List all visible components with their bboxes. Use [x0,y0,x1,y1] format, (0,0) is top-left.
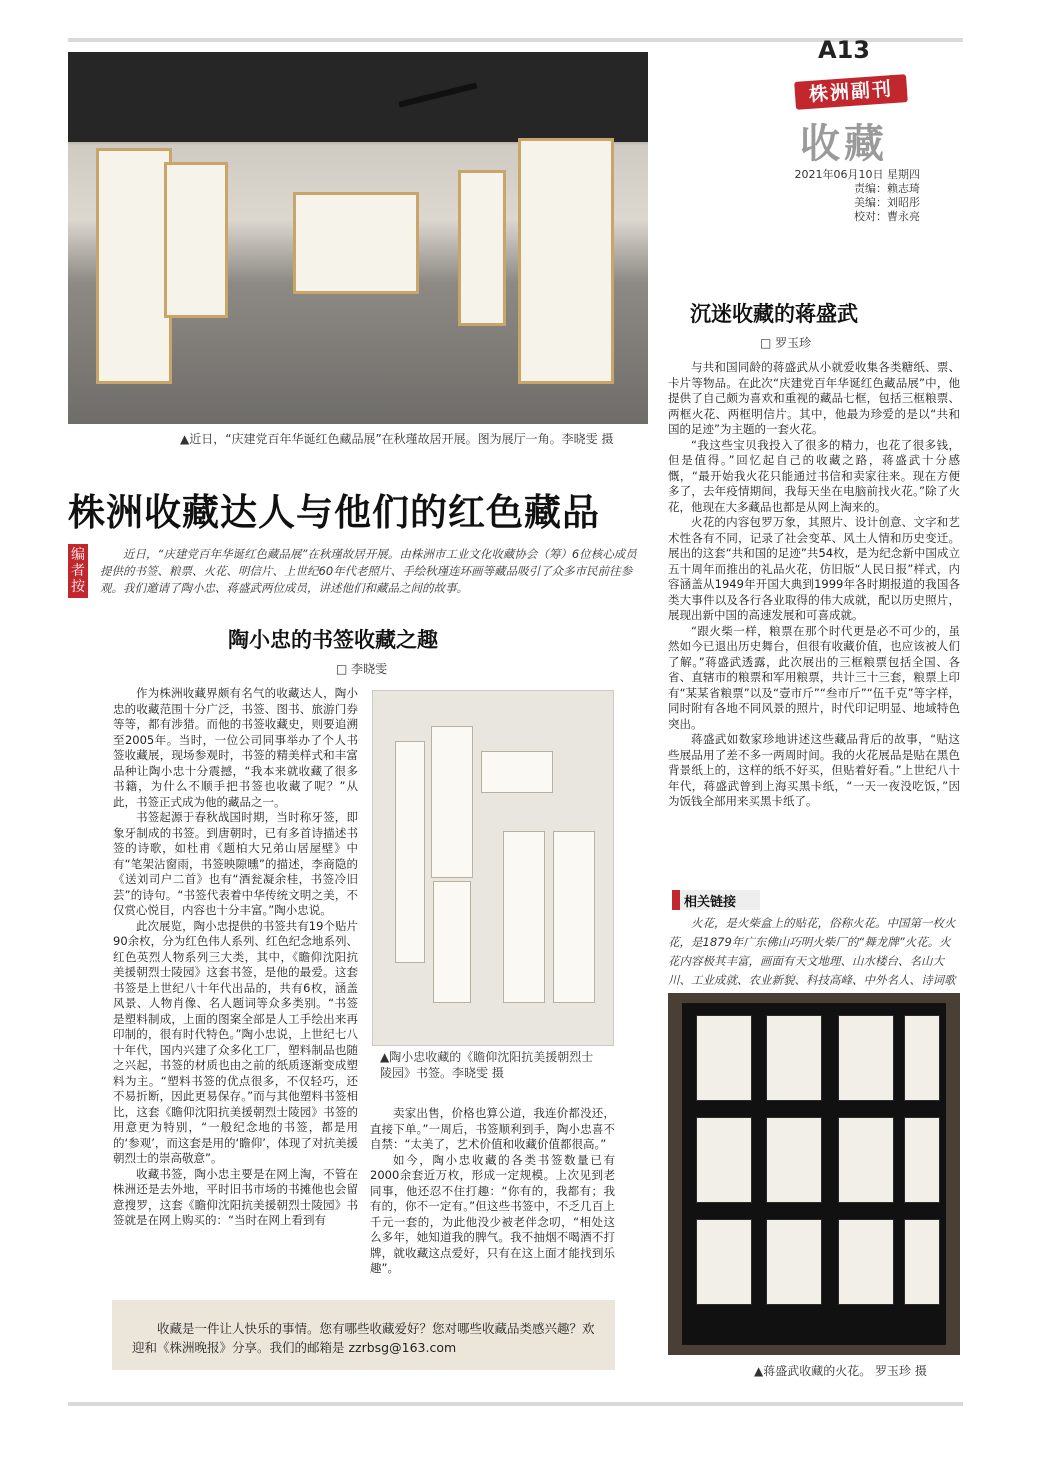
editor-note-tag: 编者按 [68,544,88,598]
paragraph: 此次展览，陶小忠提供的书签共有19个贴片90余枚，分为红色伟人系列、红色纪念地系列、红色英烈人物系列三大类，其中，《瞻仰沈阳抗美援朝烈士陵园》这套书签，是他的最爱。这套书签是上世纪八十年代出品的，共有6枚，涵盖风景、人物肖像、名人题词等众多类别。“书签是塑料制成，上面的图案全部是人工手绘出来再印制的，很有时代特色。”陶小忠说，上世纪七八十年代，国内兴建了众多化工厂，塑料制品也随之兴起，书签的材质也由之前的纸质逐渐变成塑料为主。“塑料书签的优点很多，不仅轻巧，还不易折断，因此更易保存。”而与其他塑料书签相比，这套《瞻仰沈阳抗美援朝烈士陵园》书签的用意更为特别，“一般纪念地的书签，都是用的‘参观’，而这套是用的‘瞻仰’，体现了对抗美援朝烈士的崇高敬意”。 [113,918,358,1165]
article1-title: 陶小忠的书签收藏之趣 [228,628,438,652]
display-frame [164,162,228,318]
paragraph: 卖家出售，价格也算公道，我连价都没还，直接下单。”一周后，书签顺利到手，陶小忠喜不自禁：“太美了，艺术价值和收藏价值都很高。” [370,1106,615,1151]
paragraph: 火花的内容包罗万象，其照片、设计创意、文字和艺术性各有不同，记录了社会变革、风土人情和历史变迁。展出的这套“共和国的足迹”共54枚，是为纪念新中国成立五十周年而推出的礼品火花，仿旧版“人民日报”样式，内容涵盖从1949年开国大典到1999年各时期报道的我国各类大事件以及各行各业取得的伟大成就，配以历史照片，展现出新中国的高速发展和可喜成就。 [668,515,960,622]
paragraph: “我这些宝贝我投入了很多的精力，也花了很多钱，但是值得。”回忆起自己的收藏之路，蒋盛武十分感慨，“最开始我火花只能通过书信和卖家往来。现在方便多了，去年疫情期间，我每天坐在电脑前找火花。”除了火花，他现在大多藏品也都是从网上淘来的。 [668,437,960,514]
matchbox-label [766,1219,822,1305]
bookmark [395,741,425,963]
article1-column1 [113,686,358,1229]
matchbox-label [696,1117,752,1203]
related-link-tag [672,890,760,910]
display-frame [458,170,506,326]
article1-byline: □ 李晓雯 [336,662,388,676]
editor-note: 近日，“庆建党百年华诞红色藏品展”在秋瑾故居开展。由株洲市工业文化收藏协会（筹）6位核心成员提供的书签、粮票、火花、明信片、上世纪60年代老照片、手绘秋瑾连环画等藏品吸引了众多市民前往参观。我们邀请了陶小忠、蒋盛武两位成员，讲述他们和藏品之间的故事。 [100,547,637,595]
tag-marker [672,890,680,910]
notice-text: 收藏是一件让人快乐的事情。您有哪些收藏爱好？您对哪些收藏品类感兴趣？欢迎和《株洲晚报》分享。我们的邮箱是 zzrbsg@163.com [132,1321,595,1355]
display-frame [96,148,172,384]
masthead-logo [794,74,908,110]
gallery-caption: ▲近日，“庆建党百年华诞红色藏品展”在秋瑾故居开展。图为展厅一角。李晓雯 摄 [180,432,614,446]
bookmark [553,831,595,1003]
reader-notice [112,1300,615,1370]
matchbox-label [838,1219,894,1305]
matchbox-label [766,1117,822,1203]
masthead-text: 株洲副刊 [808,78,894,106]
bookmark-caption-line1: ▲陶小忠收藏的《瞻仰沈阳抗美援朝烈士 [380,1050,594,1064]
bookmark [503,831,545,1003]
matchbox-label [904,1015,940,1101]
paragraph: 作为株洲收藏界颇有名气的收藏达人，陶小忠的收藏范围十分广泛，书签、图书、旅游门券等等，都有涉猎。而他的书签收藏史，则要追溯至2005年。当时，一位公司同事举办了个人书签收藏展，现场参观时，书签的精美样式和丰富品种让陶小忠十分震撼，“我本来就收藏了很多书籍，为什么不顺手把书签也收藏了呢？”从此，书签正式成为他的藏品之一。 [113,686,358,809]
article2-title: 沉迷收藏的蒋盛武 [690,302,858,326]
designer-credit: 美编：刘昭彤 [854,196,920,209]
paragraph: “跟火柴一样，粮票在那个时代更是必不可少的，虽然如今已退出历史舞台，但很有收藏价值，也应该被人们了解。”蒋盛武透露，此次展出的三框粮票包括全国、各省、直辖市的粮票和军用粮票，共计三十三套，粮票上印有“某某省粮票”以及“壹市斤”“叁市斤”“伍千克”等字样，同时附有各地不同风景的照片，时代印记明显、地域特色突出。 [668,623,960,731]
bookmark-photo [372,690,614,1046]
matchbox-label [904,1219,940,1305]
ceiling [68,52,648,142]
matchbox-label [838,1117,894,1203]
paragraph: 如今，陶小忠收藏的各类书签数量已有2000余套近万枚，形成一定规模。上次见到老同事，他还忍不住打趣：“你有的，我都有；我有的，你不一定有。”但这些书签中，不乏几百上千元一套的，为此他没少被老伴念叨，“相处这么多年，她知道我的脾气。我不抽烟不喝酒不打牌，就收藏这点爱好，只有在这上面才能找到乐趣”。 [370,1152,615,1275]
matchbox-label [766,1015,822,1101]
article1-column2 [370,1106,615,1277]
paragraph: 收藏书签，陶小忠主要是在网上淘，不管在株洲还是去外地，平时旧书市场的书摊他也会留意搜罗，这套《瞻仰沈阳抗美援朝烈士陵园》书签就是在网上购买的：“当时在网上看到有 [113,1166,358,1227]
bookmark [481,751,553,793]
huoha-photo [668,993,960,1355]
huoha-caption: ▲蒋盛武收藏的火花。 罗玉珍 摄 [754,1364,927,1378]
related-link-text: 火花，是火柴盒上的贴花，俗称火花。中国第一枚火花，是1879年广东佛山巧明火柴厂的“舞龙牌”火花。火花内容极其丰富，画面有天文地理、山水楼台、名山大川、工业成就、农业新貌、科技高峰、中外名人、诗词歌 [668,916,956,987]
issue-date: 2021年06月10日 星期四 [794,168,920,181]
gallery-photo [68,52,648,424]
bottom-rule [68,1402,963,1406]
issue-meta [790,168,920,224]
section-title: 收藏 [800,120,888,167]
matchbox-label [838,1015,894,1101]
matchbox-label [696,1219,752,1305]
paragraph: 与共和国同龄的蒋盛武从小就爱收集各类糖纸、票、卡片等物品。在此次“庆建党百年华诞红色藏品展”中，他提供了自己颇为喜欢和重视的藏品七框，包括三框粮票、两框火花、两框明信片。其中，他最为珍爱的是以“共和国的足迹”为主题的一套火花。 [668,360,960,436]
editor-credit: 责编：赖志琦 [854,182,920,195]
bookmark [431,726,473,878]
paragraph: 蒋盛武如数家珍地讲述这些藏品背后的故事，“贴这些展品用了差不多一两周时间。我的火花展品是贴在黑色背景纸上的，这样的纸不好买，但贴着好看。”上世纪八十年代，蒋盛武曾到上海买黑卡纸，“一天一夜没吃饭，”因为饭钱全部用来买黑卡纸了。 [668,732,960,808]
paragraph: 书签起源于春秋战国时期，当时称牙签，即象牙制成的书签。到唐朝时，已有多首诗描述书签的诗歌，如杜甫《题柏大兄弟山居屋壁》中有“笔架沾窗雨，书签映隙曛”的描述，李商隐的《送刘司户二首》也有“酒瓮凝余桂，书签冷旧芸”的诗句。“书签代表着中华传统文明之美，不仅赏心悦目，内容也十分丰富。”陶小忠说。 [113,810,358,917]
proofreader-credit: 校对：曹永亮 [854,210,920,223]
related-link-label: 相关链接 [684,895,737,910]
display-frame [293,192,419,294]
article2-body [668,360,960,810]
matchbox-label [904,1117,940,1203]
display-frame [518,138,614,384]
bookmark [433,881,471,1003]
article2-byline: □ 罗玉珍 [760,336,812,350]
bookmark-caption-line2: 陵园》书签。李晓雯 摄 [380,1066,504,1080]
page-number: A13 [818,36,870,64]
matchbox-label [696,1015,752,1101]
main-headline: 株洲收藏达人与他们的红色藏品 [68,491,600,534]
